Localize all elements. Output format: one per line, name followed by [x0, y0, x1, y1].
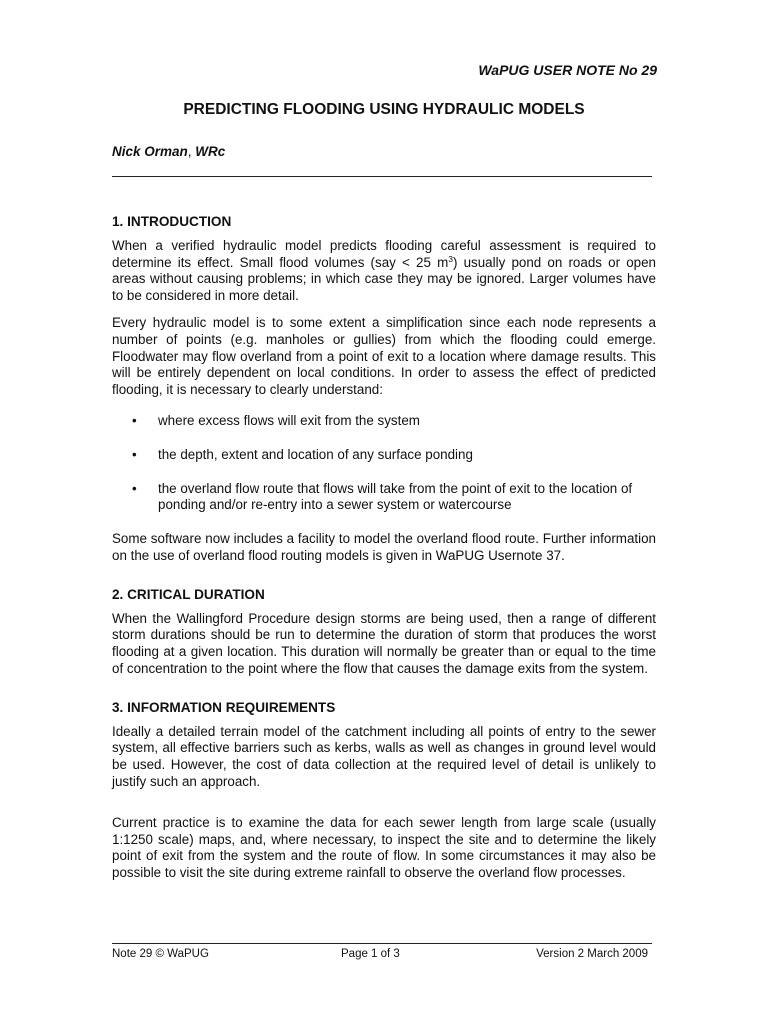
section-heading: 1. INTRODUCTION — [112, 214, 232, 229]
paragraph: Ideally a detailed terrain model of the catchment including all points of entry to the sewer system, all effective barriers such as kerbs, walls as well as changes in ground level would be used. However, the cost of data collection at the required level of detail is unlikely to justify such an approach. — [112, 723, 656, 789]
footer-copyright: Note 29 © WaPUG — [112, 948, 209, 960]
bullet-icon: • — [132, 446, 137, 462]
paragraph: Every hydraulic model is to some extent a simplification since each node represents a number of points (e.g. manholes or gullies) from which the flooding could emerge. Floodwater may flow overland from a point of exit to a location where damage results. This will be entirely dependent on local conditions. In order to assess the effect of predicted flooding, it is necessary to clearly understand: — [112, 314, 656, 398]
list-item-text: where excess flows will exit from the system — [158, 412, 420, 428]
paragraph-text: ) usually pond on roads or open areas without causing problems; in which case they may be ignored. Larger volumes have to be considered in more detail. — [112, 254, 656, 304]
author-organisation: WRc — [195, 144, 226, 159]
paragraph: Current practice is to examine the data for each sewer length from large scale (usually 1:1250 scale) maps, and, where necessary, to inspect the site and to determine the likely point of exit from the system and the route of flow. In some circumstances it may also be possible to visit the site during extreme rainfall to observe the overland flow processes. — [112, 814, 656, 881]
bullet-list — [112, 413, 656, 514]
author-line — [112, 144, 225, 159]
author-name: Nick Orman — [112, 144, 188, 159]
section-heading: 3. INFORMATION REQUIREMENTS — [112, 699, 336, 715]
list-item — [112, 413, 656, 430]
section-introduction — [112, 214, 656, 565]
document-body — [112, 214, 656, 892]
section-heading: 2. CRITICAL DURATION — [112, 586, 265, 602]
document-title: PREDICTING FLOODING USING HYDRAULIC MODELS — [183, 101, 585, 118]
paragraph-text: When a verified hydraulic model predicts flooding careful assessment is required to determine its effect. Small flood volumes (say < 25 m — [112, 237, 656, 270]
section-critical-duration — [112, 587, 656, 678]
superscript: 3 — [448, 253, 453, 264]
paragraph: Some software now includes a facility to model the overland flood route. Further information on the use of overland flood routing models is given in WaPUG Usernote 37. — [112, 531, 656, 563]
list-item — [112, 481, 656, 515]
paragraph: When the Wallingford Procedure design storms are being used, then a range of different storm durations should be run to determine the duration of storm that produces the worst flooding at a given location. This duration will normally be greater than or equal to the time of concentration to the point where the flow that causes the damage exits from the system. — [112, 610, 656, 676]
footer-version: Version 2 March 2009 — [536, 948, 648, 960]
user-note-number: WaPUG USER NOTE No 29 — [478, 62, 657, 78]
list-item — [112, 447, 656, 464]
section-information-requirements — [112, 700, 656, 882]
bullet-icon: • — [132, 412, 137, 428]
footer-page-number: Page 1 of 3 — [341, 948, 400, 960]
paragraph — [112, 238, 656, 305]
header-rule — [112, 176, 652, 177]
footer-rule — [112, 943, 652, 944]
bullet-icon: • — [132, 480, 137, 496]
list-item-text: the overland flow route that flows will take from the point of exit to the location of ponding and/or re-entry into a sewer system or watercourse — [158, 480, 633, 513]
list-item-text: the depth, extent and location of any surface ponding — [158, 446, 473, 462]
author-separator: , — [187, 144, 196, 159]
